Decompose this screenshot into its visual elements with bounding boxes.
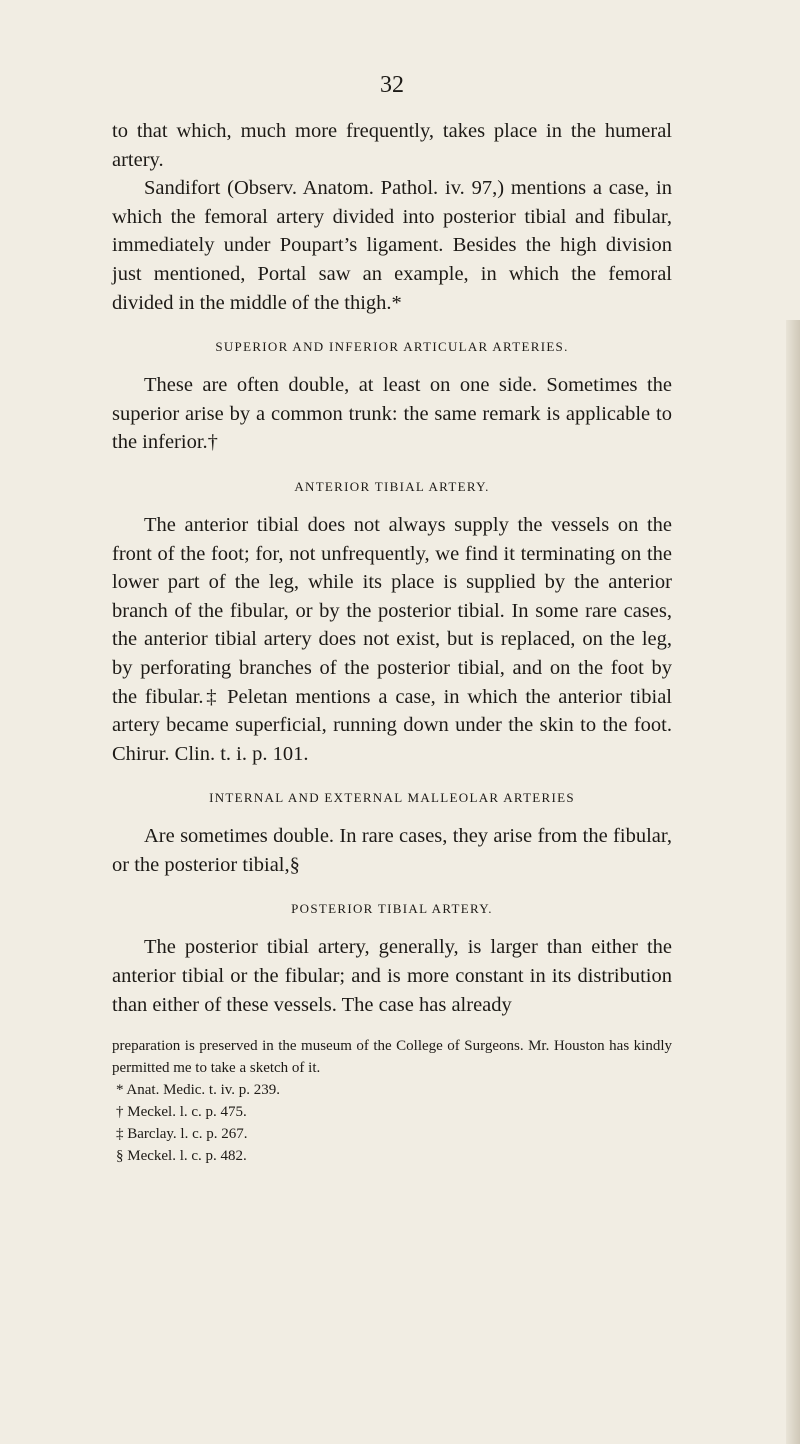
- heading-anterior-tibial-artery: ANTERIOR TIBIAL ARTERY.: [294, 478, 490, 494]
- footnote-continuation: preparation is preserved in the museum of the College of Surgeons. Mr. Houston has kindly permitted me to take a sketch of it.: [112, 1038, 672, 1077]
- heading-posterior-tibial-artery: POSTERIOR TIBIAL ARTERY.: [291, 901, 493, 917]
- page-number: 32: [380, 72, 404, 98]
- paragraph-sandifort: Sandifort (Observ. Anatom. Pathol. iv. 97,) mentions a case, in which the femoral artery divided into posterior tibial and fibular, immediately under Poupart’s ligament. Besides the high division just mentioned, Portal saw an example, in which the femoral divided in the middle of the thigh.*: [112, 177, 672, 314]
- paragraph-continuation: to that which, much more frequently, takes place in the humeral artery.: [112, 120, 672, 171]
- paragraph-anterior-tibial-artery: The anterior tibial does not always supply the vessels on the front of the foot; for, not unfrequently, we find it terminating on the lower part of the leg, while its place is supplied by the anterior branch of the fibular, or by the posterior tibial. In some rare cases, the anterior tibial artery does not exist, but is replaced, on the leg, by perforating branches of the posterior tibial, and on the foot by the fibular.‡ Peletan mentions a case, in which the anterior tibial artery became superficial, running down under the skin to the foot. Chirur. Clin. t. i. p. 101.: [112, 513, 672, 765]
- page-edge-shadow: [786, 320, 800, 1444]
- heading-articular-arteries: SUPERIOR AND INFERIOR ARTICULAR ARTERIES.: [215, 339, 569, 355]
- paragraph-posterior-tibial-artery: The posterior tibial artery, generally, is larger than either the anterior tibial or the fibular; and is more constant in its distribution than either of these vessels. The case has already: [112, 936, 672, 1016]
- book-page: [112, 72, 672, 1167]
- footnotes: [112, 1035, 672, 1167]
- footnote-meckel-475: † Meckel. l. c. p. 475.: [116, 1104, 247, 1121]
- footnote-anat-medic: * Anat. Medic. t. iv. p. 239.: [116, 1082, 281, 1099]
- footnote-barclay-267: ‡ Barclay. l. c. p. 267.: [116, 1126, 248, 1143]
- footnote-meckel-482: § Meckel. l. c. p. 482.: [116, 1148, 247, 1165]
- paragraph-articular-arteries: These are often double, at least on one side. Sometimes the superior arise by a common trunk: the same remark is applicable to the inferior.†: [112, 374, 672, 454]
- heading-malleolar-arteries: INTERNAL AND EXTERNAL MALLEOLAR ARTERIES: [209, 790, 575, 806]
- paragraph-malleolar-arteries: Are sometimes double. In rare cases, they arise from the fibular, or the posterior tibial,§: [112, 825, 672, 876]
